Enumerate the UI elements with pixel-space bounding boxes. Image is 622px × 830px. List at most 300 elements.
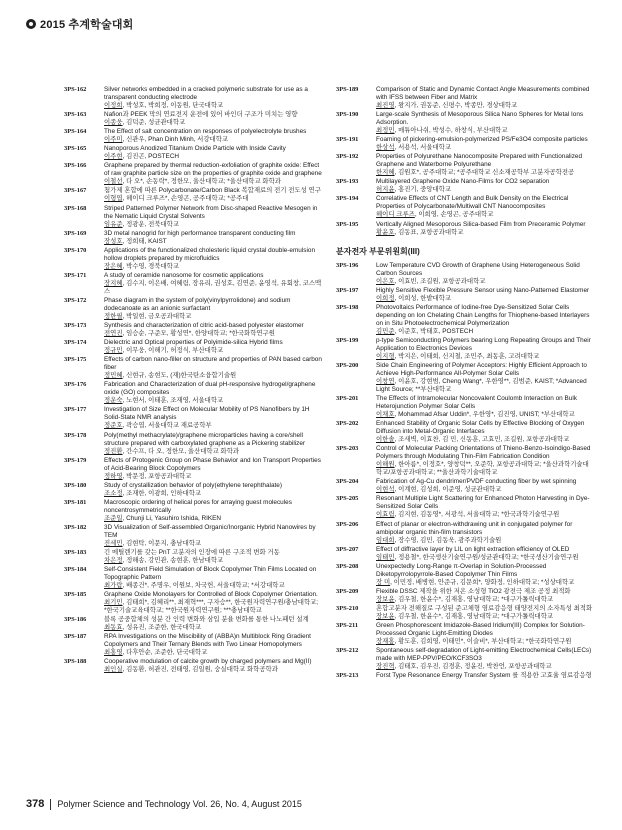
entry-body [376,588,594,604]
coauthors-affiliation: , 홍진기, 중앙대학교 [394,186,452,194]
presenting-author: 황윤호 [376,228,395,236]
entry-title: Investigation of Size Effect on Molecular Mobility of PS Nanofibers by 1H Solid-State NMR analysis [104,406,310,422]
entry-code: 3PS-210 [336,604,359,612]
entry-body [104,322,322,338]
entry-title: Forst Type Resonance Energy Transfer System 를 적용한 고효율 염료감응형 [376,672,592,680]
presenting-author: 이종웅 [104,119,123,127]
abstract-entry [336,136,594,152]
abstract-entry [64,162,322,186]
presenting-author: 한지혜 [376,169,395,177]
entry-body [376,337,594,361]
entry-code: 3PS-190 [336,111,359,119]
coauthors-affiliation: , 박일현, 금오공과대학교 [122,312,192,320]
entry-authors [104,263,322,271]
abstract-entry [336,111,594,135]
presenting-author: 이채호 [376,411,395,419]
presenting-author: 차은정 [104,556,123,564]
coauthors-affiliation: , 이희성, 한밭대학교 [394,294,452,302]
coauthors-affiliation: , 김동환, 허관진, 전태영, 김일원, 숭실대학교 화학공학과 [122,666,278,674]
entry-code: 3PS-192 [336,153,359,161]
entry-title: Effect of planar or electron-withdrawing unit in conjugated polymer for ambipolar organic thin-film transistors [376,520,573,536]
entry-authors [376,229,594,237]
entry-body [104,549,322,565]
entry-code: 3PS-191 [336,136,359,144]
presenting-author: 조소정 [104,489,123,497]
entry-body [104,524,322,548]
entry-authors [376,411,594,419]
entry-body [104,633,322,657]
entry-authors [376,663,594,671]
presenting-author: 장재홍 [376,637,395,645]
entry-body [104,406,322,430]
entry-body [104,187,322,203]
entry-body [104,247,322,271]
presenting-author: 이주현 [104,153,123,161]
entry-body [104,272,322,296]
coauthors-affiliation: , 정희태, KAIST [122,237,167,245]
entry-code: 3PS-162 [64,86,87,93]
coauthors-affiliation: , 김우철, 한윤수*, 김재홍, 영남대학교; *대구가톨릭대학교 [394,612,554,620]
coauthors-affiliation: , 장수영, 김민, 김동욱, 광주과학기술원 [394,536,502,544]
entry-authors [376,461,594,477]
entry-body [376,521,594,545]
presenting-author: 진세민 [104,539,123,547]
entry-code: 3PS-174 [64,339,87,347]
entry-code: 3PS-189 [336,86,359,93]
entry-title: Comparison of Static and Dynamic Contact Angle Measurements combined with IFSS between Fiber and Matrix [376,86,590,101]
entry-body [376,86,594,110]
abstract-entry [336,337,594,361]
entry-authors [104,102,322,110]
presenting-author: 헤이디 크루즈 [376,211,415,219]
page-footer [26,798,302,810]
entry-title: Striped Patterned Polymer Network from Disc-shaped Reactive Mesogen in the Nematic Liquid Crystal Solvents [104,204,318,220]
presenting-author: 장지혜 [104,279,123,287]
entry-body [376,395,594,419]
abstract-entry [336,647,594,671]
presenting-author: 이지형 [376,352,395,360]
abstract-entry [336,605,594,621]
entry-code: 3PS-186 [64,616,87,624]
presenting-author: 임태민 [376,553,395,561]
presenting-author: 이은호 [376,277,395,285]
entry-body [376,287,594,303]
entry-title: Fabrication and Characterization of dual pH-responsive hydrogel/graphene oxide (GO) composites [104,381,316,397]
abstract-entry [336,153,594,177]
presenting-author: 임유준 [104,220,123,228]
entry-code: 3PS-193 [336,178,359,186]
entry-title: Vertically Aligned Mesoporous Silica-based Film from Preceramic Polymer [376,220,586,228]
abstract-entry [336,445,594,477]
entry-authors [104,490,322,498]
entry-authors [376,328,594,336]
entry-body [104,591,322,615]
entry-code: 3PS-203 [336,445,359,453]
entry-authors [376,278,594,286]
entry-title: Graphene Oxide Monolayers for Controlled of Block Copolymer Orientation. [104,591,318,599]
entry-title: 긴 메틸렌기를 갖는 PnT 고분자의 인장에 따른 구조적 변화 거동 [104,548,280,556]
entry-authors [104,330,322,338]
entry-authors [376,436,594,444]
abstract-entry [336,622,594,646]
abstract-entry [336,304,594,336]
entry-body [104,381,322,405]
conference-logo-icon [26,19,36,29]
entry-authors [376,613,594,621]
entry-body [376,111,594,135]
abstract-entry [64,482,322,498]
left-column [64,86,322,676]
entry-body [376,304,594,336]
coauthors-affiliation: , 신현규, 송현도, (재)한국탄소융합기술원 [122,372,237,380]
presenting-author: 정진환 [104,447,123,455]
coauthors-affiliation: , 서용석, 서울대학교 [394,144,452,152]
entry-title: p-type Semiconducting Polymers bearing Long Repeating Groups and Their Application to Electronics Devices [376,336,591,352]
entry-code: 3PS-166 [64,162,87,170]
presenting-author: 정규민 [104,347,123,355]
presenting-author: 이희정 [376,294,395,302]
entry-body [104,566,322,590]
entry-authors [104,649,322,657]
coauthors-affiliation: , 배종건*, 주명우, 이원보, 차국헌, 서울대학교; *서강대학교 [122,582,285,590]
entry-code: 3PS-180 [64,481,87,489]
entry-authors [376,378,594,394]
presenting-author: 이철선 [104,178,123,186]
abstract-entry [336,546,594,562]
journal-info: Polymer Science and Technology Vol. 26, No. 4, August 2015 [57,799,302,809]
page-header [26,16,133,32]
abstract-entry [336,262,594,286]
entry-authors [376,511,594,519]
entry-authors [104,582,322,590]
entry-authors [104,372,322,380]
entry-code: 3PS-179 [64,456,87,464]
entry-authors [376,596,594,604]
abstract-entry [336,395,594,419]
entry-title: Dielectric and Optical properties of Polyimide-silica Hybrid films [104,339,283,347]
abstract-entry [336,86,594,110]
entry-code: 3PS-182 [64,523,87,531]
abstract-entry [336,478,594,494]
entry-code: 3PS-176 [64,381,87,389]
coauthors-affiliation: , 헤이디 크루즈*, 손영곤, 공주대학교; *공주대 [122,195,249,203]
entry-code: 3PS-194 [336,195,359,203]
coauthors-affiliation: , 다후안순, 조준한, 단국대학교 [122,649,208,657]
coauthors-affiliation: , 이윤호, 강현범, Cheng Wang*, 우한영**, 김범준, KAIST; *Advanced Light Source; **부산대학교 [376,377,587,393]
abstract-entry [64,145,322,161]
entry-code: 3PS-178 [64,431,87,439]
entry-body [376,362,594,394]
entry-authors [104,195,322,203]
abstract-entry [336,287,594,303]
entry-code: 3PS-169 [64,229,87,237]
entry-title: Side Chain Engineering of Polymer Acceptors: Highly Efficient Approach to Achieve High-Performance All-Polymer Solar Cells [376,361,587,377]
entry-authors [104,540,322,548]
entry-title: Photovoltaics Performance of Iodine-free Dye-Sensitized Solar Cells depending on Ion Chelating Chain Lengths for Thiophene-based Interlayers on in Situ Photoelectrochemical Polymerization [376,303,590,327]
entry-authors [376,295,594,303]
entry-body [104,658,322,674]
presenting-author: 이창연 [376,377,395,385]
abstract-entry [336,563,594,587]
entry-authors [376,211,594,219]
abstract-entry [64,549,322,565]
entry-code: 3PS-172 [64,296,87,304]
entry-title: 첨가제 혼합에 따른 Polycarbonate/Carbon Black 복합재료의 전기 전도성 연구 [104,187,321,195]
coauthors-affiliation: , 김진곤, POSTECH [122,153,180,161]
entry-authors [376,169,594,177]
entry-body [104,145,322,161]
entry-title: Self-Consistent Field Simulation of Block Copolymer Thin Films Located on Topographic Pattern [104,566,317,582]
abstract-entry [64,272,322,296]
entry-body [376,647,594,671]
presenting-author: 장진혁 [376,663,395,671]
presenting-author: 이해원 [376,461,395,469]
presenting-author: 최정민 [376,127,395,135]
entry-title: Graphene prepared by thermal reduction-exfoliation of graphite oxide: Effect of raw graphite particle size on the properties of graphite oxide and graphene [104,162,322,178]
entry-body [104,86,322,110]
entry-code: 3PS-170 [64,246,87,254]
coauthors-affiliation: , 정해송, 강민관, 송현훈, 한남대학교 [122,556,224,564]
abstract-entry [64,616,322,632]
coauthors-affiliation: , 조새벽, 이효찬, 김 민, 신동훈, 고효민, 조길원, 포항공과대학교 [394,436,570,444]
entry-code: 3PS-185 [64,591,87,599]
entry-title: Phase diagram in the system of poly(vinylpyrrolidone) and sodium dodecanoate as an anionic surfactant [104,296,291,312]
coauthors-affiliation: , 곽승엽, 서울대학교 재료공학부 [122,422,212,430]
coauthors-affiliation: , 김태희*, 김혜리**, 최재혁***, 구자승**, 한국원자력연구원/충남대학교; *한국기술교육대학교; **한국원자력연구원; ***충남대학교 [104,599,319,615]
coauthors-affiliation: , 김우철, 한윤수*, 김재홍, 영남대학교; *대구가톨릭대학교 [394,595,554,603]
entry-code: 3PS-202 [336,420,359,428]
entry-code: 3PS-173 [64,322,87,330]
entry-body [376,622,594,646]
coauthors-affiliation: , 김지현, 김동영*, 서광석, 서울대학교; *한국과학기술연구원 [394,511,560,519]
abstract-entry [64,187,322,203]
presenting-author: 이형엽 [104,195,123,203]
entry-code: 3PS-205 [336,495,359,503]
entry-authors [104,557,322,565]
entry-title: Cooperative modulation of calcite growth by charged polymers and Mg(II) [104,658,312,666]
entry-code: 3PS-212 [336,647,359,655]
coauthors-affiliation: , 김현탁, 이문지, 충남대학교 [122,539,202,547]
entry-body [104,297,322,321]
entry-title: Effects of Protogenic Group on Phase Behavior and Ion Transport Properties of Acid-Bearing Block Copolymers [104,456,321,472]
coauthors-affiliation: , 신관우, Phan Dinh Minh, 서강대학교 [122,136,229,144]
entry-code: 3PS-187 [64,633,87,641]
abstract-entry [336,588,594,604]
coauthors-affiliation: , 정광운, 전북대학교 [122,220,180,228]
entry-code: 3PS-184 [64,566,87,574]
coauthors-affiliation: , 조재한, 이광희, 인하대학교 [122,489,202,497]
entry-title: 3D Visualization of Self-assembled Organic/Inorganic Hybrid Nanowires by TEM [104,523,316,539]
presenting-author: 허지윤 [376,186,395,194]
coauthors-affiliation: , 정용철*, 한국생산기술연구원/성균관대학교; *한국생산기술연구원 [394,553,579,561]
entry-code: 3PS-199 [336,336,359,344]
entry-code: 3PS-198 [336,303,359,311]
presenting-author: 최인실 [104,666,123,674]
entry-authors [104,448,322,456]
entry-body [104,432,322,456]
abstract-entry [336,221,594,237]
entry-title: Macroscopic ordering of helical pores for arraying guest molecules noncentrosymmetrically [104,498,292,514]
entry-title: Correlative Effects of CNT Length and Bulk Density on the Electrical Properties of Polycarbonate/Multiwall CNT Nanocomposites [376,195,569,211]
entry-authors [104,473,322,481]
entry-body [376,563,594,587]
entry-code: 3PS-206 [336,520,359,528]
abstract-entry [64,633,322,657]
entry-authors [104,347,322,355]
coauthors-affiliation: , 매튜아나쉬, 박성수, 하창식, 부산대학교 [394,127,508,135]
abstract-entry [64,297,322,321]
entry-body [376,478,594,494]
entry-code: 3PS-168 [64,204,87,212]
entry-code: 3PS-181 [64,498,87,506]
entry-body [104,205,322,229]
abstract-entry [64,381,322,405]
entry-authors [376,579,594,587]
entry-authors [376,102,594,110]
presenting-author: 정운숙 [104,397,123,405]
abstract-entry [64,230,322,246]
entry-title: Flexible DSSC 제작을 위한 저온 소성형 TiO2 광전극 제조 공정 최적화 [376,587,571,595]
entry-body [376,495,594,519]
coauthors-affiliation: , 박문정, 포항공과대학교 [122,472,192,480]
entry-body [104,162,322,186]
coauthors-affiliation: , 김원호*, 공주대학교; *공주대학교 신소재공학부 고분자공학전공 [394,169,575,177]
entry-authors [104,153,322,161]
entry-title: Green Phosphorescent Imidazole-Based Iridium(III) Complex for Solution-Processed Organic Light-Emitting Diodes [376,621,585,637]
entry-body [376,195,594,219]
entry-body [376,221,594,237]
coauthors-affiliation: , 김수지, 이은배, 여혜림, 장유리, 권성호, 김연준, 윤영석, 유회창, 코스맥스 [104,279,322,295]
header-title: 2015 추계학술대회 [40,19,134,31]
entry-body [104,499,322,523]
section-heading: 분자전자 부문위원회(III) [336,246,420,256]
presenting-author: 정민혜 [104,372,123,380]
entry-title: Resonant Multiple Light Scattering for Enhanced Photon Harvesting in Dye-Sensitized Solar Cells [376,495,590,511]
entry-body [376,445,594,477]
entry-code: 3PS-188 [64,658,87,666]
presenting-author: 김민준 [376,327,395,335]
abstract-entry [64,356,322,380]
entry-title: Foaming of pickering-emulsion-polymerized PS/Fe3O4 composite particles [376,136,588,144]
entry-title: Low Temperature CVD Growth of Graphene Using Heterogeneous Solid Carbon Sources [376,261,580,277]
presenting-author: 최가람 [104,582,123,590]
presenting-author: 이효림 [376,511,395,519]
coauthors-affiliation: , 박수영, 경북대학교 [122,262,180,270]
coauthors-affiliation: , 박지은, 이태희, 신지철, 조민주, 최동훈, 고려대학교 [394,352,540,360]
entry-authors [376,638,594,646]
entry-code: 3PS-201 [336,395,359,403]
abstract-entry [64,128,322,144]
entry-title: Effects of carbon nano-filler on structure and properties of PAN based carbon fiber [104,356,322,372]
coauthors-affiliation: , 김덕준, 성균관대학교 [122,119,186,127]
coauthors-affiliation: , Chunji Li, Yasuhiro Ishida, RIKEN [122,514,222,522]
entry-title: 3D metal nanogrid for high performance transparent conducting film [104,229,296,237]
entry-title: Nanoporous Anodized Titanium Oxide Particle with Inside Cavity [104,145,286,153]
entry-title: Effect of diffractive layer by LIL on light extraction efficiency of OLED [376,545,570,553]
entry-title: Poly(methyl methacrylate)/graphene microparticles having a core/shell structure prepared with carboxylated graphene as a Pickering stabilizer [104,431,306,447]
entry-authors [376,353,594,361]
presenting-author: 한상석 [376,144,395,152]
entry-title: 혼합고분자 전해질로 구성된 준고체형 염료감응형 태양전지의 소자특성 최적화 [376,604,593,612]
coauthors-affiliation: , 이효빈, 조길원, 포항공과대학교 [394,277,486,285]
presenting-author: 임대희 [376,536,395,544]
entry-title: Silver networks embedded in a cracked polymeric substrate for use as a transparent conducting electrode [104,86,308,101]
presenting-author: 장보윤 [376,612,395,620]
abstract-entry [336,362,594,394]
entry-body [104,482,322,498]
abstract-entry [64,205,322,229]
entry-title: Study of crystallization behavior of poly(ethylene terephthalate) [104,481,282,489]
right-entries-b [336,262,594,681]
coauthors-affiliation: , 간수프, 다 오, 정한모, 울산대학교 화학과 [122,447,240,455]
coauthors-affiliation: , 김동표, 포항공과대학교 [394,228,464,236]
coauthors-affiliation: , 박성호, 박희정, 이동원, 단국대학교 [122,102,224,109]
abstract-entry [64,406,322,430]
presenting-author: 이현석 [376,486,395,494]
entry-title: Applications of the functionalized cholesteric liquid crystal double-emulsion hollow droplets prepared by microfluidics [104,246,316,262]
coauthors-affiliation: , 이희영, 손영곤, 공주대학교 [414,211,494,219]
entry-title: Multilayered Graphene Oxide Nano-Films for CO2 separation [376,178,550,186]
entry-body [104,128,322,144]
entry-title: 블록 공중합체의 성분 간 인력 변화와 삼입 분율 변화를 통한 나노패턴 설계 [104,616,309,624]
entry-title: Control of Molecular Packing Orientations of Thieno-Benzo-Isoindigo-Based Polymers through Modulating Thin-Film Fabrication Condition [376,445,591,461]
entry-code: 3PS-196 [336,261,359,269]
entry-title: Spontaneous self-degradation of Light-emitting Electrochemical Cells(LECs) made with MEP-PPV/PEO/KCF3SO3 [376,647,592,663]
entry-body [376,153,594,177]
footer-divider [50,799,51,810]
abstract-entry [64,247,322,271]
entry-authors [104,280,322,296]
entry-code: 3PS-200 [336,361,359,369]
presenting-author: 정준호 [104,422,123,430]
right-entries-a [336,86,594,237]
coauthors-affiliation: , 이민정, 배병현, 안준규, 김문희*, 양화정, 인하대학교; *성상대학교 [390,578,575,586]
entry-body [104,339,322,355]
presenting-author: 장은혜 [104,262,123,270]
right-column [336,86,594,681]
entry-code: 3PS-197 [336,286,359,294]
entry-title: Unexpectedly Long-Range π-Overlap in Solution-Processed Diketopyrrolopyrrole-Based Copolymer Thin Films [376,562,547,578]
coauthors-affiliation: , 김태호, 김우진, 김경훈, 정윤진, 박찬언, 포항공과대학교 [394,663,552,671]
abstract-entry [336,420,594,444]
entry-body [376,672,594,680]
coauthors-affiliation: , 다 오*, 손동락*, 정한모, 울산대학교; *울산대학교 화학과 [122,178,281,186]
entry-code: 3PS-208 [336,562,359,570]
entry-code: 3PS-164 [64,128,87,136]
entry-authors [104,515,322,523]
presenting-author: 장성호 [104,237,123,245]
coauthors-affiliation: , 황도훈, 김희영, 이태민*, 이슬비*, 부산대학교; *한국화학연구원 [394,637,572,645]
coauthors-affiliation: , 임승순, 구준모, 황성연*, 한양대학교; *한국화학연구원 [122,330,275,338]
entry-code: 3PS-195 [336,220,359,228]
entry-title: The Effects of Intramolecular Noncovalent Coulomb Interaction on Bulk Heterojunction Polymer Solar Cells [376,395,577,411]
entry-authors [376,486,594,494]
entry-code: 3PS-213 [336,672,359,680]
presenting-author: 정한필 [104,312,123,320]
entry-authors [104,238,322,246]
entry-authors [104,422,322,430]
entry-code: 3PS-209 [336,587,359,595]
presenting-author: 조준일 [104,514,123,522]
entry-body [376,262,594,286]
presenting-author: 이정희 [104,102,123,109]
entry-title: Properties of Polyurethane Nanocomposite Prepared with Functionalized Graphene and Waterborne Polyurethane [376,153,583,169]
entry-title: Synthesis and characterization of citric acid-based polyester elastomer [104,322,304,330]
entry-body [376,605,594,621]
entry-authors [376,554,594,562]
abstract-entry [336,195,594,219]
entry-body [376,178,594,194]
